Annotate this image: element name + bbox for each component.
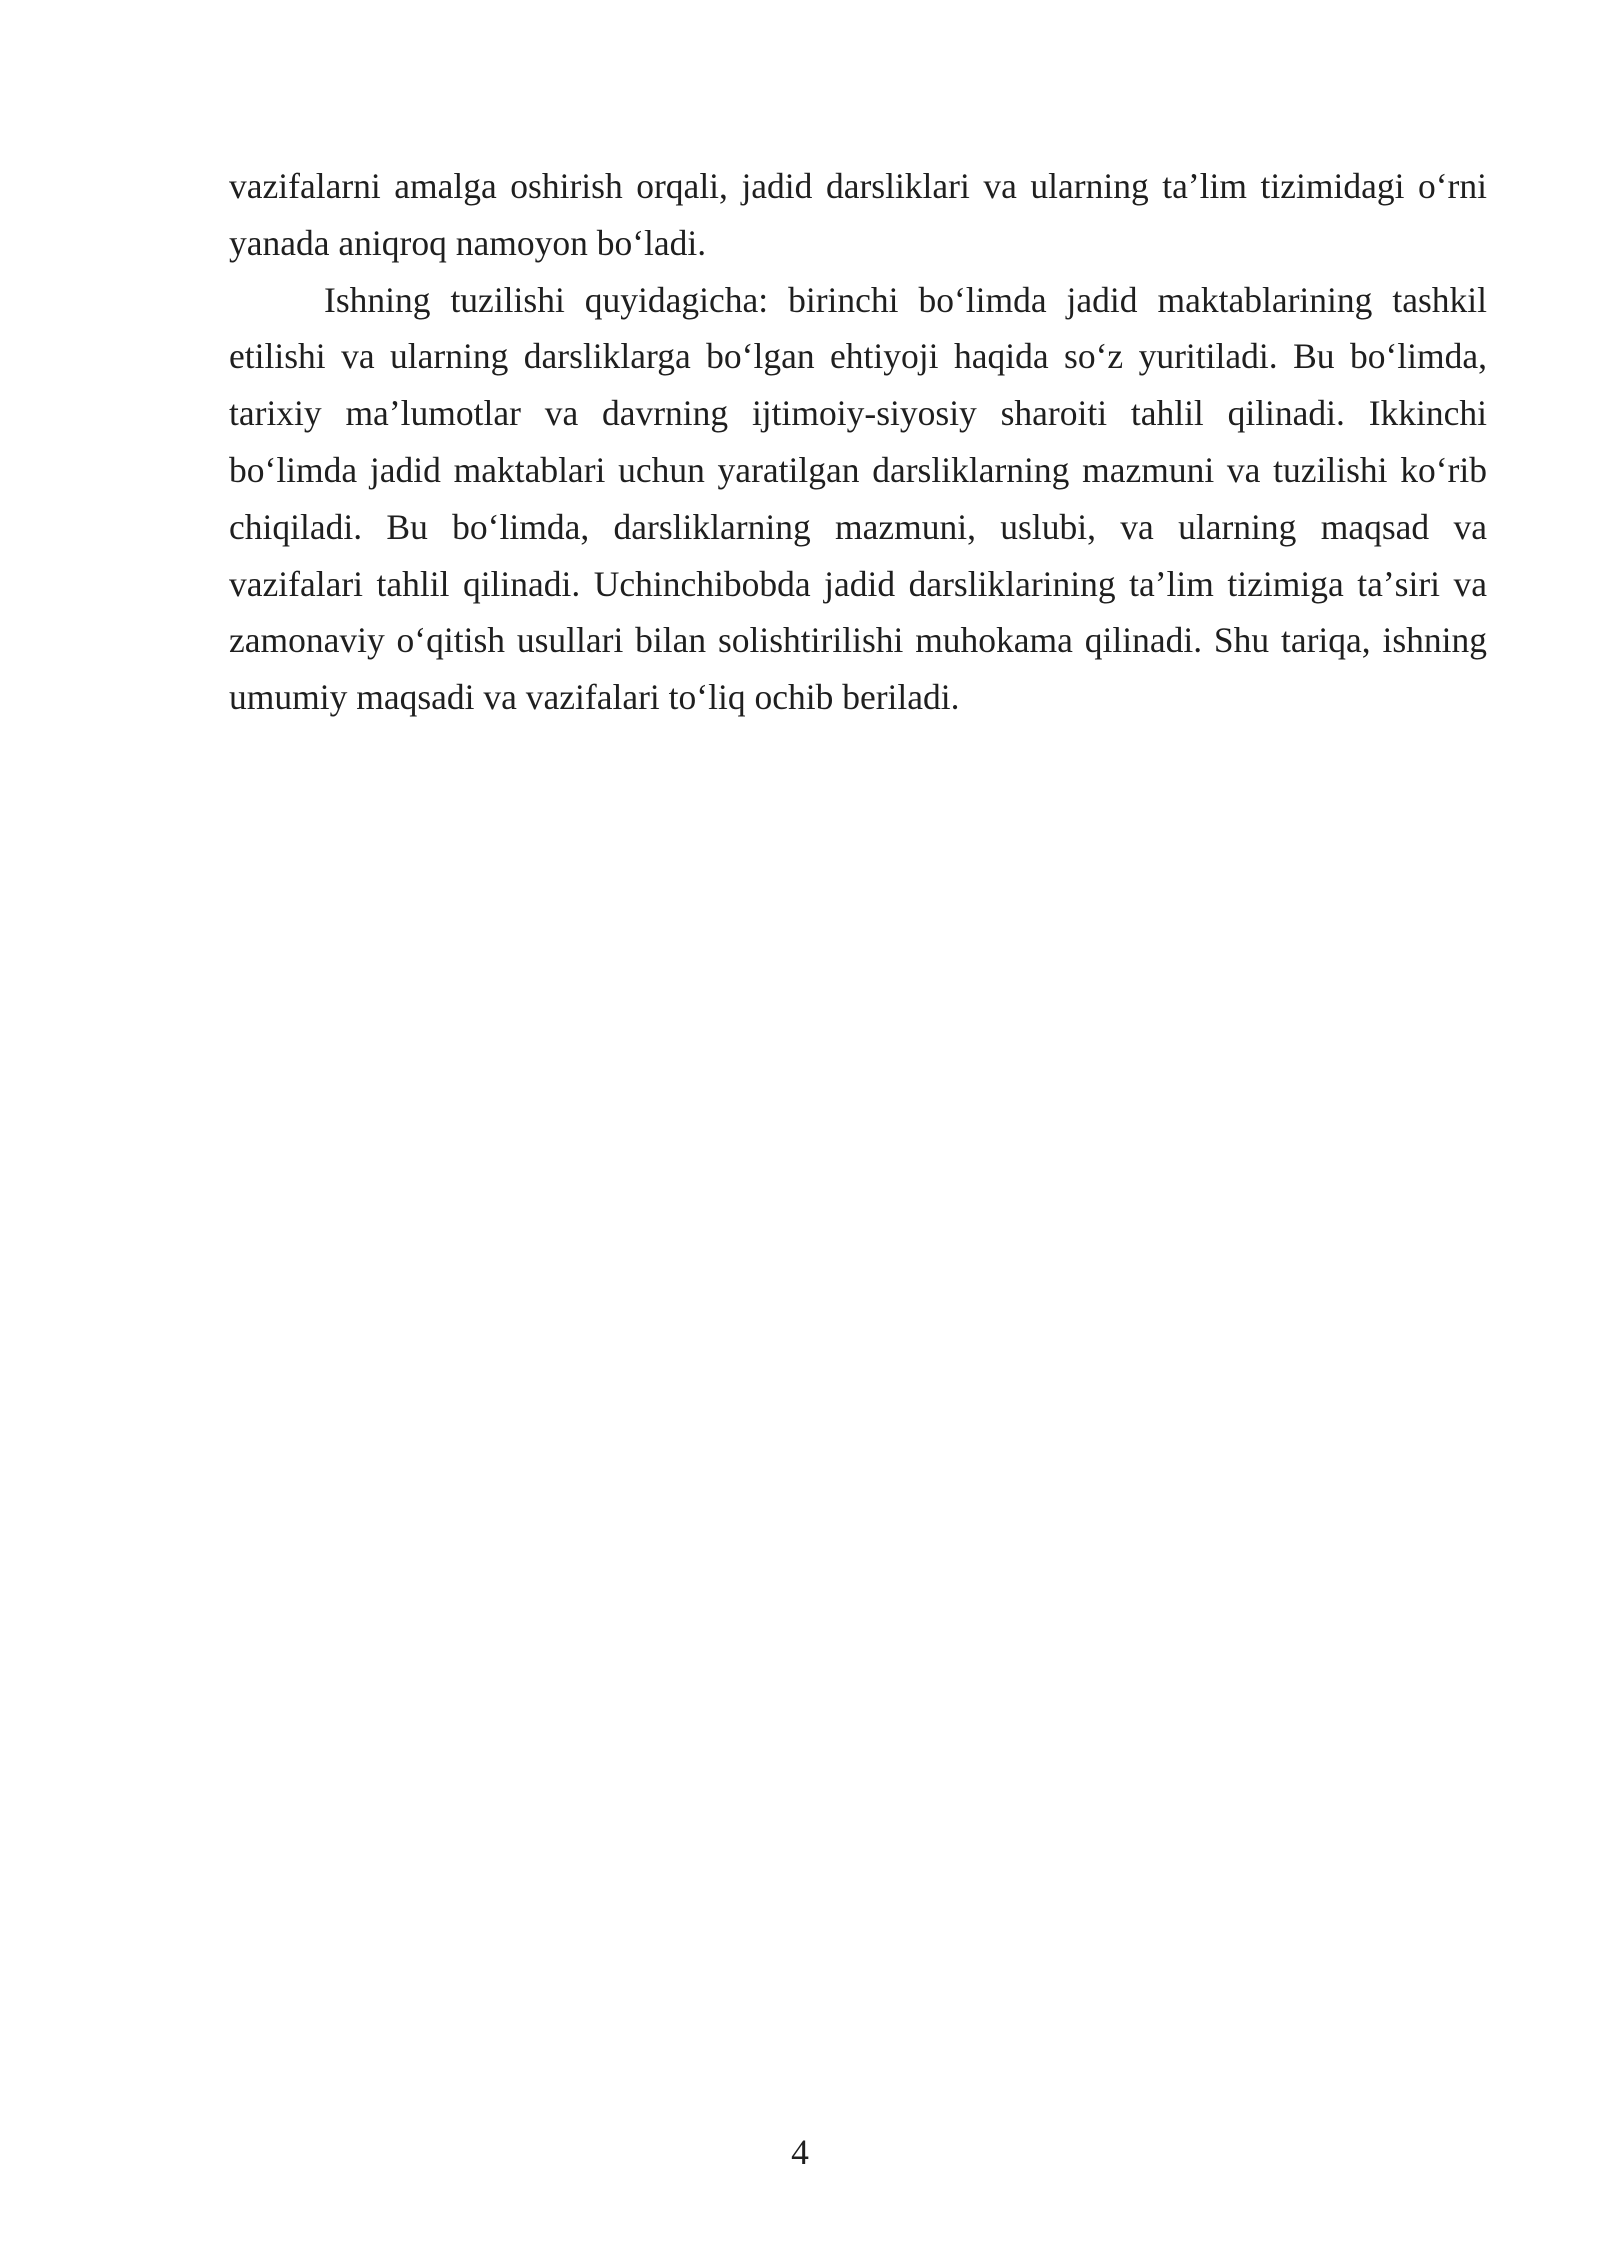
body-text (229, 158, 1487, 726)
paragraph-continuation: vazifalarni amalga oshirish orqali, jadid darsliklari va ularning taʼlim tizimidagi oʻrni yanada aniqroq namoyon boʻladi. (229, 166, 1487, 263)
paragraph-structure: Ishning tuzilishi quyidagicha: birinchi boʻlimda jadid maktablarining tashkil etilishi va ularning darsliklarga boʻlgan ehtiyoji haqida soʻz yuritiladi. Bu boʻlimda, tarixiy maʼlumotlar va davrning ijtimoiy-siyosiy sharoiti tahlil qilinadi. Ikkinchi boʻlimda jadid maktablari uchun yaratilgan darsliklarning mazmuni va tuzilishi koʻrib chiqiladi. Bu boʻlimda, darsliklarning mazmuni, uslubi, va ularning maqsad va vazifalari tahlil qilinadi. Uchinchibobda jadid darsliklarining taʼlim tizimiga taʼsiri va zamonaviy oʻqitish usullari bilan solishtirilishi muhokama qilinadi. Shu tariqa, ishning umumiy maqsadi va vazifalari toʻliq ochib beriladi. (229, 279, 1487, 718)
page-number: 4 (791, 2132, 809, 2172)
